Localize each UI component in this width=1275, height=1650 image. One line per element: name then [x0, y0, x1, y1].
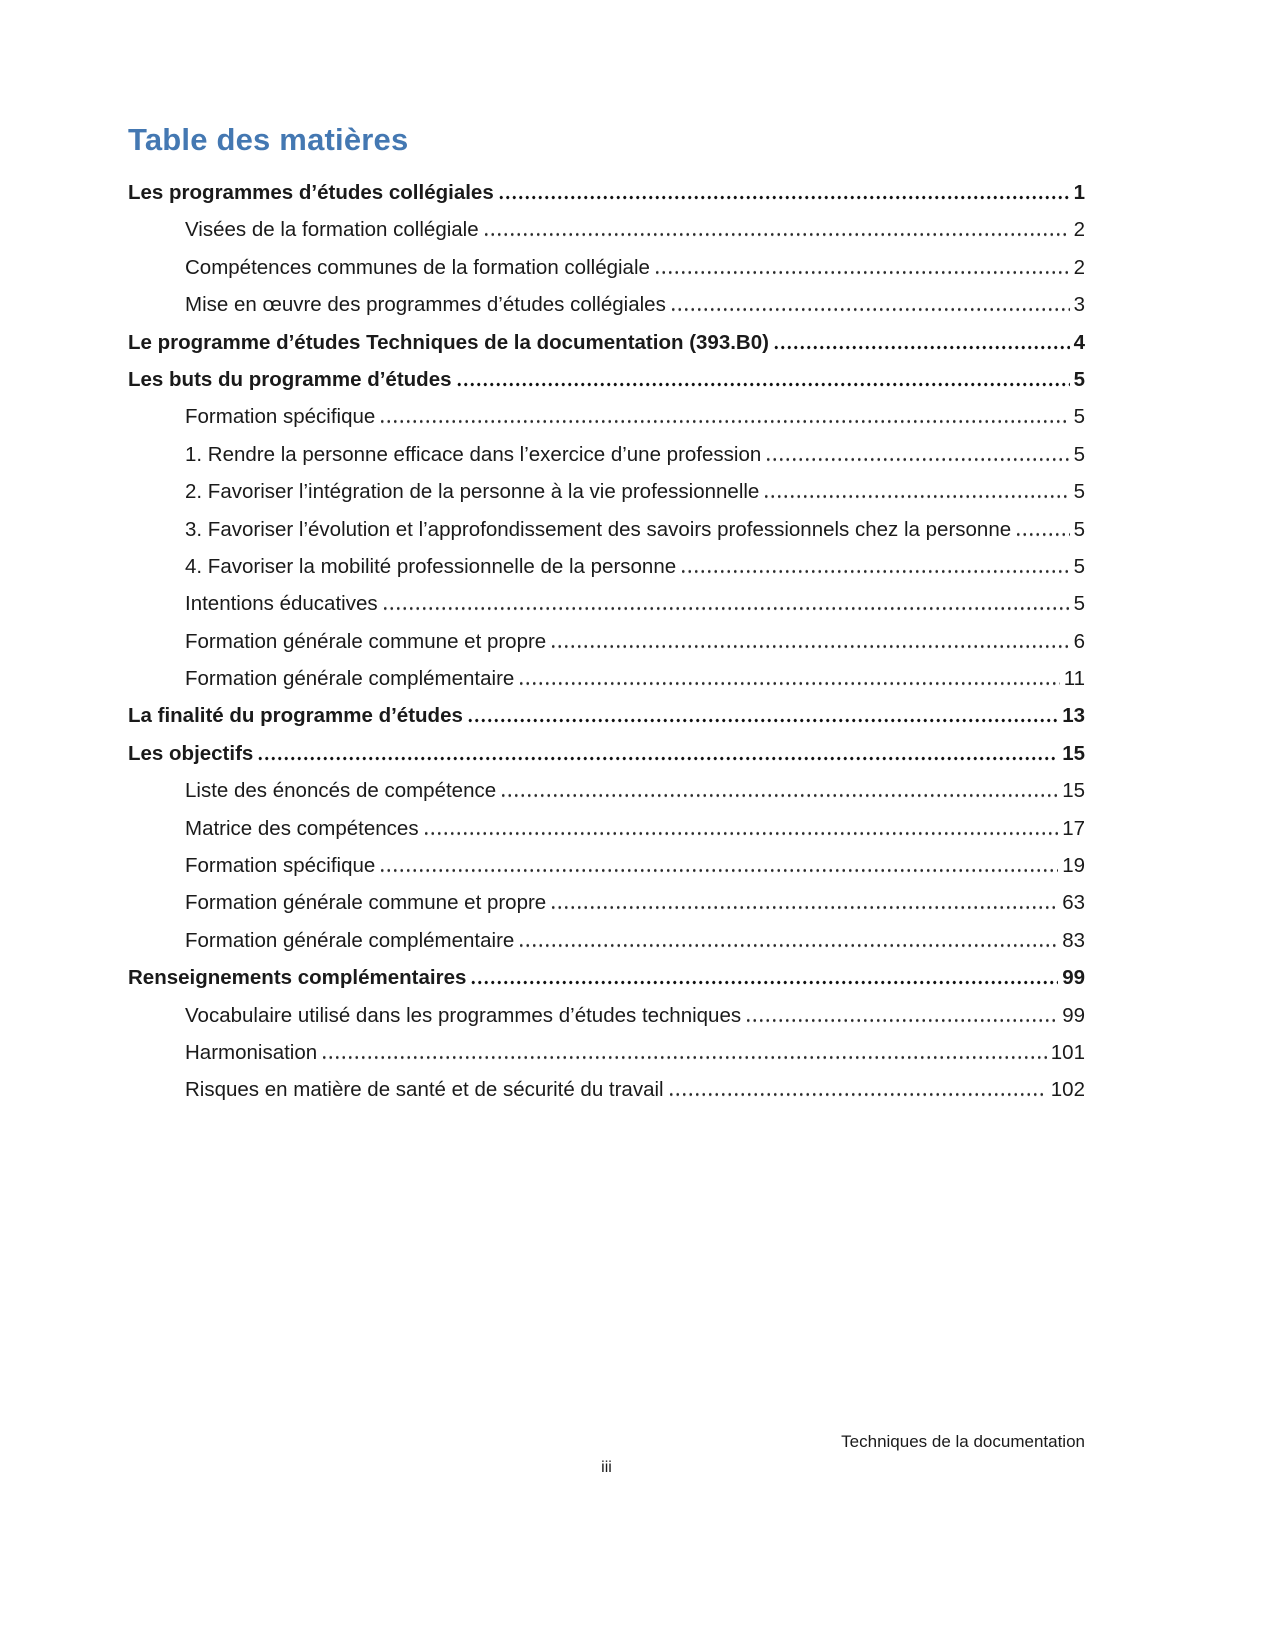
toc-entry[interactable]: [128, 772, 1085, 809]
toc-entry-page: 83: [1062, 928, 1085, 952]
toc-leader-dots: [518, 660, 1059, 697]
toc-entry-label: Risques en matière de santé et de sécurité du travail: [185, 1078, 664, 1102]
toc-entry-label: Les buts du programme d’études: [128, 367, 452, 391]
toc-entry-label: Formation générale commune et propre: [185, 891, 547, 915]
toc-entry[interactable]: [128, 922, 1085, 959]
toc-entry[interactable]: [128, 211, 1085, 248]
toc-entry-label: Le programme d’études Techniques de la documentation (393.B0): [128, 330, 769, 354]
toc-entry-label: Formation générale complémentaire: [185, 928, 515, 952]
toc-leader-dots: [550, 623, 1069, 660]
toc-entry[interactable]: [128, 249, 1085, 286]
toc-leader-dots: [423, 810, 1059, 847]
toc-leader-dots: [518, 922, 1058, 959]
toc-leader-dots: [773, 324, 1070, 361]
toc-leader-dots: [379, 847, 1058, 884]
toc-entry[interactable]: [128, 436, 1085, 473]
toc-entry-label: Mise en œuvre des programmes d’études collégiales: [185, 293, 666, 317]
toc-entry-label: Visées de la formation collégiale: [185, 218, 479, 242]
table-of-contents: [128, 174, 1085, 1109]
toc-entry[interactable]: [128, 548, 1085, 585]
toc-entry-label: Formation spécifique: [185, 854, 376, 878]
page-content: [128, 122, 1085, 1109]
toc-leader-dots: [763, 473, 1069, 510]
toc-leader-dots: [680, 548, 1069, 585]
toc-entry[interactable]: [128, 997, 1085, 1034]
toc-entry-label: Formation générale complémentaire: [185, 667, 515, 691]
toc-entry-page: 2: [1073, 218, 1085, 242]
toc-entry[interactable]: [128, 398, 1085, 435]
toc-entry-label: Formation générale commune et propre: [185, 629, 547, 653]
toc-entry[interactable]: [128, 1034, 1085, 1071]
toc-entry[interactable]: [128, 735, 1085, 772]
toc-entry-label: Compétences communes de la formation collégiale: [185, 255, 650, 279]
toc-entry-page: 5: [1073, 480, 1085, 504]
toc-leader-dots: [654, 249, 1070, 286]
toc-entry-page: 6: [1073, 629, 1085, 653]
toc-entry-label: Les objectifs: [128, 741, 254, 765]
toc-entry-label: Les programmes d’études collégiales: [128, 181, 494, 204]
toc-entry-page: 19: [1062, 854, 1085, 878]
toc-entry[interactable]: [128, 286, 1085, 323]
toc-leader-dots: [467, 697, 1058, 734]
toc-entry-label: Matrice des compétences: [185, 816, 419, 840]
toc-entry-label: Intentions éducatives: [185, 592, 378, 616]
toc-entry-page: 5: [1073, 592, 1085, 616]
toc-leader-dots: [670, 286, 1070, 323]
toc-leader-dots: [550, 884, 1058, 921]
toc-entry-label: 2. Favoriser l’intégration de la personne à la vie professionnelle: [185, 480, 760, 504]
toc-entry-label: 4. Favoriser la mobilité professionnelle de la personne: [185, 554, 677, 578]
toc-entry[interactable]: [128, 1071, 1085, 1108]
toc-leader-dots: [483, 211, 1070, 248]
toc-entry-page: 15: [1062, 779, 1085, 803]
toc-entry[interactable]: [128, 174, 1085, 211]
toc-entry-page: 5: [1073, 367, 1085, 391]
toc-entry-label: 1. Rendre la personne efficace dans l’exercice d’une profession: [185, 442, 762, 466]
toc-entry-label: Harmonisation: [185, 1040, 318, 1064]
toc-entry-page: 5: [1073, 554, 1085, 578]
toc-entry-page: 15: [1062, 741, 1085, 765]
toc-entry[interactable]: [128, 660, 1085, 697]
toc-entry-page: 102: [1050, 1078, 1085, 1102]
toc-leader-dots: [257, 735, 1058, 772]
toc-entry-label: Renseignements complémentaires: [128, 966, 467, 990]
toc-leader-dots: [668, 1071, 1047, 1108]
toc-leader-dots: [470, 959, 1058, 996]
toc-leader-dots: [1015, 511, 1069, 548]
toc-leader-dots: [379, 398, 1069, 435]
toc-entry[interactable]: [128, 511, 1085, 548]
toc-entry-page: 5: [1073, 517, 1085, 541]
toc-entry-label: La finalité du programme d’études: [128, 704, 463, 728]
toc-entry-page: 17: [1062, 816, 1085, 840]
toc-entry-page: 99: [1062, 1003, 1085, 1027]
page-title: Table des matières: [128, 122, 409, 157]
toc-entry-page: 1: [1073, 181, 1085, 204]
toc-entry-page: 5: [1073, 442, 1085, 466]
toc-entry[interactable]: [128, 623, 1085, 660]
toc-entry-label: Vocabulaire utilisé dans les programmes d’études techniques: [185, 1003, 742, 1027]
toc-entry[interactable]: [128, 697, 1085, 734]
toc-entry-page: 99: [1062, 966, 1085, 990]
toc-entry-page: 4: [1073, 330, 1085, 354]
toc-entry[interactable]: [128, 324, 1085, 361]
toc-leader-dots: [382, 585, 1070, 622]
toc-entry-label: Liste des énoncés de compétence: [185, 779, 497, 803]
toc-leader-dots: [745, 997, 1058, 1034]
toc-entry[interactable]: [128, 473, 1085, 510]
toc-entry[interactable]: [128, 585, 1085, 622]
footer-document-title: Techniques de la documentation: [841, 1432, 1085, 1451]
toc-entry-page: 63: [1062, 891, 1085, 915]
toc-leader-dots: [456, 361, 1070, 398]
toc-entry[interactable]: [128, 361, 1085, 398]
toc-entry[interactable]: [128, 810, 1085, 847]
toc-entry-label: Formation spécifique: [185, 405, 376, 429]
toc-leader-dots: [321, 1034, 1047, 1071]
toc-entry-label: 3. Favoriser l’évolution et l’approfondissement des savoirs professionnels chez la personne: [185, 517, 1012, 541]
toc-entry[interactable]: [128, 847, 1085, 884]
toc-leader-dots: [500, 772, 1058, 809]
toc-entry-page: 2: [1073, 255, 1085, 279]
toc-entry-page: 5: [1073, 405, 1085, 429]
toc-entry-page: 11: [1063, 667, 1085, 691]
toc-leader-dots: [498, 174, 1070, 211]
toc-entry-page: 101: [1050, 1040, 1085, 1064]
toc-leader-dots: [765, 436, 1069, 473]
toc-entry-page: 13: [1062, 704, 1085, 728]
footer-page-number: iii: [601, 1459, 612, 1476]
toc-entry[interactable]: [128, 884, 1085, 921]
toc-entry[interactable]: [128, 959, 1085, 996]
toc-entry-page: 3: [1073, 293, 1085, 317]
